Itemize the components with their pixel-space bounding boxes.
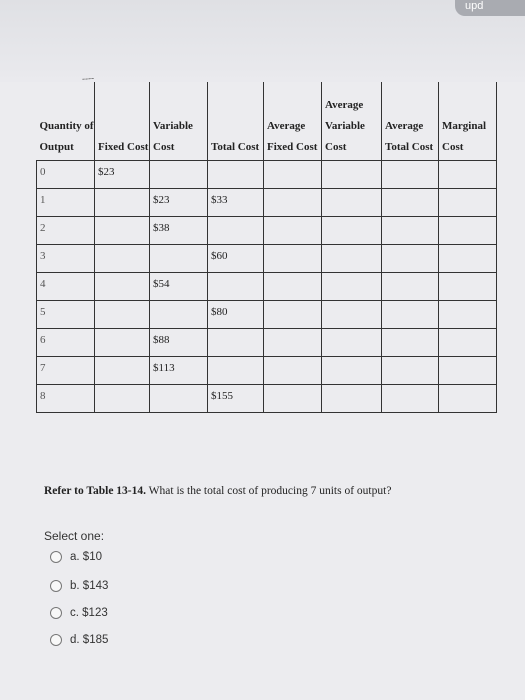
cell-average-fixed-cost bbox=[264, 245, 322, 273]
cell-fixed-cost bbox=[95, 357, 150, 385]
cell-average-total-cost bbox=[382, 245, 439, 273]
header-marginal-cost: Marginal Cost bbox=[439, 82, 497, 161]
header-total-cost: Total Cost bbox=[208, 82, 264, 161]
cell-marginal-cost bbox=[439, 329, 497, 357]
header-quantity-of-output: Quantity of Output bbox=[37, 82, 95, 161]
cell-average-total-cost bbox=[382, 301, 439, 329]
cell-average-total-cost bbox=[382, 217, 439, 245]
cell-marginal-cost bbox=[439, 301, 497, 329]
header-average-fixed-cost: Average Fixed Cost bbox=[264, 82, 322, 161]
cell-fixed-cost bbox=[95, 245, 150, 273]
update-tab-fragment[interactable]: upd bbox=[455, 0, 525, 16]
radio-d[interactable] bbox=[50, 634, 62, 646]
cell-total-cost: $60 bbox=[208, 245, 264, 273]
cell-average-variable-cost bbox=[322, 217, 382, 245]
cell-average-fixed-cost bbox=[264, 273, 322, 301]
cell-average-total-cost bbox=[382, 385, 439, 413]
cell-fixed-cost bbox=[95, 189, 150, 217]
cell-variable-cost: $113 bbox=[150, 357, 208, 385]
option-d[interactable] bbox=[50, 634, 108, 646]
header-average-total-cost: Average Total Cost bbox=[382, 82, 439, 161]
cost-table bbox=[36, 82, 497, 413]
cell-variable-cost bbox=[150, 385, 208, 413]
option-c[interactable] bbox=[50, 607, 108, 619]
question-body: What is the total cost of producing 7 units of output? bbox=[146, 485, 392, 497]
cell-average-total-cost bbox=[382, 161, 439, 189]
cell-average-fixed-cost bbox=[264, 357, 322, 385]
cell-marginal-cost bbox=[439, 273, 497, 301]
header-fixed-cost: Fixed Cost bbox=[95, 82, 150, 161]
cell-quantity: 2 bbox=[37, 217, 95, 245]
cell-total-cost bbox=[208, 217, 264, 245]
cell-average-fixed-cost bbox=[264, 301, 322, 329]
cell-quantity: 3 bbox=[37, 245, 95, 273]
cell-marginal-cost bbox=[439, 385, 497, 413]
cell-average-fixed-cost bbox=[264, 385, 322, 413]
cell-fixed-cost bbox=[95, 301, 150, 329]
option-a[interactable] bbox=[50, 551, 102, 563]
cell-quantity: 4 bbox=[37, 273, 95, 301]
option-value: $123 bbox=[82, 607, 108, 619]
table-row bbox=[37, 161, 497, 189]
cell-total-cost: $33 bbox=[208, 189, 264, 217]
option-value: $185 bbox=[82, 634, 109, 646]
cell-average-total-cost bbox=[382, 329, 439, 357]
cell-average-total-cost bbox=[382, 189, 439, 217]
cell-total-cost: $155 bbox=[208, 385, 264, 413]
cell-variable-cost bbox=[150, 301, 208, 329]
cell-marginal-cost bbox=[439, 217, 497, 245]
table-header-row bbox=[37, 82, 497, 161]
option-letter: b. bbox=[70, 580, 80, 592]
option-letter: c. bbox=[70, 607, 79, 619]
table-row bbox=[37, 329, 497, 357]
cell-average-fixed-cost bbox=[264, 217, 322, 245]
cell-total-cost: $80 bbox=[208, 301, 264, 329]
question-text bbox=[44, 485, 514, 497]
option-letter: a. bbox=[70, 551, 80, 563]
cell-average-variable-cost bbox=[322, 245, 382, 273]
cell-variable-cost: $38 bbox=[150, 217, 208, 245]
radio-b[interactable] bbox=[50, 580, 62, 592]
cell-average-fixed-cost bbox=[264, 161, 322, 189]
cell-average-fixed-cost bbox=[264, 329, 322, 357]
table-row bbox=[37, 189, 497, 217]
cell-marginal-cost bbox=[439, 357, 497, 385]
select-one-label: Select one: bbox=[44, 529, 105, 543]
cell-quantity: 8 bbox=[37, 385, 95, 413]
cell-marginal-cost bbox=[439, 245, 497, 273]
table-row bbox=[37, 357, 497, 385]
cell-variable-cost: $88 bbox=[150, 329, 208, 357]
cell-fixed-cost bbox=[95, 385, 150, 413]
handwritten-mark: -‐-‐ bbox=[81, 72, 95, 84]
cell-fixed-cost bbox=[95, 273, 150, 301]
option-value: $10 bbox=[82, 551, 102, 563]
table-row bbox=[37, 385, 497, 413]
option-letter: d. bbox=[70, 634, 80, 646]
cell-average-variable-cost bbox=[322, 161, 382, 189]
cell-quantity: 0 bbox=[37, 161, 95, 189]
photo-top-band bbox=[0, 0, 525, 82]
cell-average-variable-cost bbox=[322, 301, 382, 329]
cell-quantity: 5 bbox=[37, 301, 95, 329]
cell-total-cost bbox=[208, 329, 264, 357]
cell-quantity: 6 bbox=[37, 329, 95, 357]
cell-variable-cost bbox=[150, 161, 208, 189]
question-table-reference: Refer to Table 13-14. bbox=[44, 485, 147, 497]
table-row bbox=[37, 217, 497, 245]
option-b[interactable] bbox=[50, 580, 108, 592]
cell-variable-cost bbox=[150, 245, 208, 273]
cell-average-variable-cost bbox=[322, 329, 382, 357]
cell-fixed-cost bbox=[95, 329, 150, 357]
cell-marginal-cost bbox=[439, 161, 497, 189]
cell-average-variable-cost bbox=[322, 385, 382, 413]
cell-marginal-cost bbox=[439, 189, 497, 217]
cell-fixed-cost: $23 bbox=[95, 161, 150, 189]
table-row bbox=[37, 245, 497, 273]
cell-total-cost bbox=[208, 161, 264, 189]
cell-average-fixed-cost bbox=[264, 189, 322, 217]
cell-average-variable-cost bbox=[322, 273, 382, 301]
table-row bbox=[37, 273, 497, 301]
cell-average-variable-cost bbox=[322, 189, 382, 217]
table-row bbox=[37, 301, 497, 329]
cell-average-total-cost bbox=[382, 357, 439, 385]
cell-variable-cost: $23 bbox=[150, 189, 208, 217]
radio-a[interactable] bbox=[50, 551, 62, 563]
radio-c[interactable] bbox=[50, 607, 62, 619]
cell-fixed-cost bbox=[95, 217, 150, 245]
cell-total-cost bbox=[208, 357, 264, 385]
cell-quantity: 7 bbox=[37, 357, 95, 385]
cell-quantity: 1 bbox=[37, 189, 95, 217]
cell-average-variable-cost bbox=[322, 357, 382, 385]
header-average-variable-cost: Average Variable Cost bbox=[322, 82, 382, 161]
option-value: $143 bbox=[82, 580, 109, 592]
cell-variable-cost: $54 bbox=[150, 273, 208, 301]
header-variable-cost: Variable Cost bbox=[150, 82, 208, 161]
cell-total-cost bbox=[208, 273, 264, 301]
cell-average-total-cost bbox=[382, 273, 439, 301]
